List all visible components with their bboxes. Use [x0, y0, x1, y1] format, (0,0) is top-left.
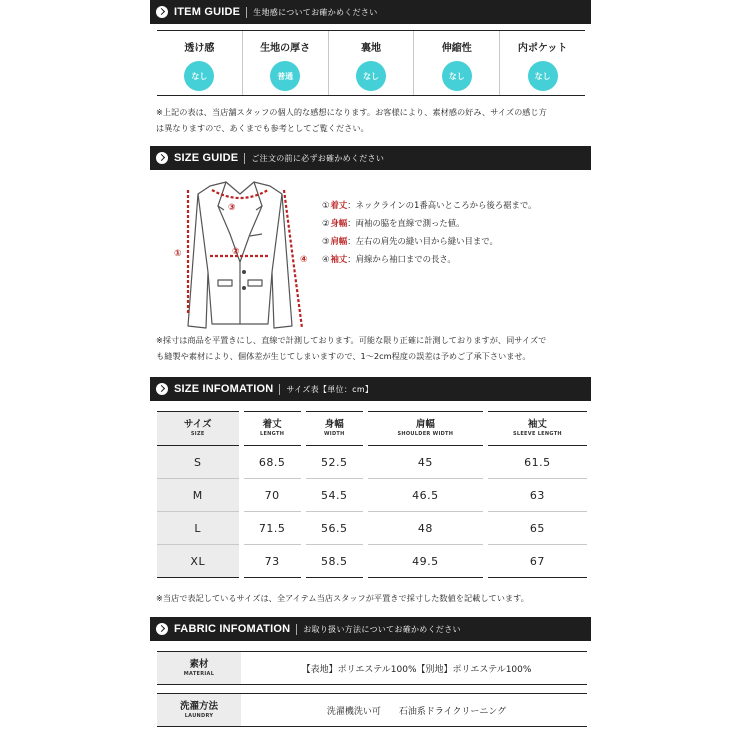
table-cell: 49.5 — [365, 545, 485, 578]
legend-key: 着丈 — [330, 200, 348, 210]
chevron-right-icon — [156, 383, 168, 395]
column-header-shoulder: 肩幅 SHOULDER WIDTH — [365, 412, 485, 446]
legend-desc: ：両袖の脇を直線で測った値。 — [347, 218, 465, 228]
table-cell: 71.5 — [241, 512, 303, 545]
size-guide-header — [150, 146, 591, 170]
size-cell: S — [157, 446, 241, 479]
fabric-key-en: MATERIAL — [183, 670, 215, 677]
table-cell: 61.5 — [485, 446, 587, 479]
fabric-key-jp: 洗濯方法 — [179, 700, 218, 712]
note-line: ※採寸は商品を平置きにし、直線で計測しております。可能な限り正確に計測しておりますが、同サイズで — [156, 335, 547, 345]
guide-label: 裏地 — [360, 43, 381, 54]
note-line: も縫製や素材により、個体差が生じてしまいますので、1〜2cm程度の誤差は予めご了承下さいませ。 — [156, 351, 531, 361]
note-line: は異なりますので、あくまでも参考としてご覧ください。 — [156, 123, 369, 133]
size-info-title: SIZE INFOMATION — [174, 383, 274, 395]
legend-row-width — [322, 214, 536, 232]
item-guide-table — [157, 30, 585, 96]
fabric-key — [157, 652, 241, 684]
table-cell: 63 — [485, 479, 587, 512]
table-cell: 52.5 — [303, 446, 365, 479]
chevron-right-icon — [156, 6, 168, 18]
legend-number: ② — [322, 218, 330, 228]
legend-desc: ：肩線から袖口までの長さ。 — [347, 254, 456, 264]
legend-key: 袖丈 — [330, 254, 348, 264]
guide-label: 透け感 — [184, 43, 215, 54]
table-cell: 46.5 — [365, 479, 485, 512]
table-cell: 65 — [485, 512, 587, 545]
guide-label: 内ポケット — [517, 43, 568, 54]
table-cell: 45 — [365, 446, 485, 479]
size-cell: M — [157, 479, 241, 512]
legend-number: ④ — [322, 254, 330, 264]
guide-label: 生地の厚さ — [260, 43, 311, 54]
fabric-info-title: FABRIC INFOMATION — [174, 623, 291, 635]
divider — [244, 153, 245, 164]
size-cell: XL — [157, 545, 241, 578]
fabric-key-en: LAUNDRY — [184, 712, 214, 719]
note-line: ※当店で表記しているサイズは、全アイテム当店スタッフが平置きで採寸した数値を記載しています。 — [156, 593, 529, 603]
legend-number: ③ — [322, 236, 330, 246]
guide-label: 伸縮性 — [441, 43, 472, 54]
guide-cell-stretch — [413, 31, 499, 95]
diagram-label-3: ③ — [228, 203, 236, 213]
legend-desc: ：左右の肩先の縫い目から縫い目まで。 — [347, 236, 498, 246]
guide-cell-inner-pocket — [499, 31, 585, 95]
divider — [246, 7, 247, 18]
guide-value-badge: 普通 — [270, 61, 300, 91]
guide-value-badge: なし — [528, 61, 558, 91]
guide-value-badge: なし — [184, 61, 214, 91]
legend-key: 身幅 — [330, 218, 348, 228]
table-cell: 68.5 — [241, 446, 303, 479]
diagram-label-1: ① — [174, 249, 182, 259]
fabric-value: 【表地】ポリエステル100%【別地】ポリエステル100% — [241, 652, 587, 684]
table-cell: 73 — [241, 545, 303, 578]
fabric-row-material — [157, 651, 587, 685]
fabric-value: 洗濯機洗い可 石油系ドライクリーニング — [241, 694, 587, 726]
diagram-label-2: ② — [232, 247, 240, 257]
guide-cell-thickness — [242, 31, 328, 95]
guide-value-badge: なし — [356, 61, 386, 91]
chevron-right-icon — [156, 623, 168, 635]
item-guide-note — [156, 104, 586, 136]
table-cell: 67 — [485, 545, 587, 578]
size-guide-note — [156, 332, 586, 364]
table-cell: 70 — [241, 479, 303, 512]
legend-desc: ：ネックラインの1番高いところから後ろ裾まで。 — [347, 200, 537, 210]
table-row — [157, 512, 587, 545]
legend-number: ① — [322, 200, 330, 210]
table-header-row — [157, 412, 587, 446]
size-cell: L — [157, 512, 241, 545]
column-header-length: 着丈 LENGTH — [241, 412, 303, 446]
item-guide-subtitle: 生地感についてお確かめください — [253, 7, 378, 17]
column-header-sleeve: 袖丈 SLEEVE LENGTH — [485, 412, 587, 446]
chevron-right-icon — [156, 152, 168, 164]
table-row — [157, 479, 587, 512]
legend-row-shoulder — [322, 232, 536, 250]
table-cell: 56.5 — [303, 512, 365, 545]
table-row — [157, 446, 587, 479]
table-row — [157, 545, 587, 578]
item-guide-header — [150, 0, 591, 24]
measurement-legend — [322, 196, 536, 268]
size-table — [157, 411, 587, 578]
fabric-key-jp: 素材 — [189, 658, 209, 670]
table-cell: 54.5 — [303, 479, 365, 512]
fabric-row-laundry — [157, 693, 587, 727]
fabric-info-header — [150, 617, 591, 641]
guide-cell-sheerness — [157, 31, 242, 95]
note-line: ※上記の表は、当店舗スタッフの個人的な感想になります。お客様により、素材感の好み、サイズの感じ方 — [156, 107, 547, 117]
size-info-header — [150, 377, 591, 401]
column-header-width: 身幅 WIDTH — [303, 412, 365, 446]
legend-key: 肩幅 — [330, 236, 348, 246]
item-guide-title: ITEM GUIDE — [174, 6, 241, 18]
fabric-info-subtitle: お取り扱い方法についてお確かめください — [303, 624, 461, 634]
guide-cell-lining — [328, 31, 414, 95]
size-guide-subtitle: ご注文の前に必ずお確かめください — [251, 153, 385, 163]
column-header-size: サイズ SIZE — [157, 412, 241, 446]
legend-row-sleeve — [322, 250, 536, 268]
size-info-subtitle: サイズ表【単位：cm】 — [286, 384, 374, 394]
fabric-key — [157, 694, 241, 726]
divider — [296, 624, 297, 635]
diagram-label-4: ④ — [300, 255, 308, 265]
legend-row-length — [322, 196, 536, 214]
size-guide-title: SIZE GUIDE — [174, 152, 239, 164]
table-cell: 58.5 — [303, 545, 365, 578]
jacket-diagram — [168, 176, 312, 336]
table-cell: 48 — [365, 512, 485, 545]
divider — [279, 384, 280, 395]
size-info-note — [156, 590, 586, 606]
guide-value-badge: なし — [442, 61, 472, 91]
